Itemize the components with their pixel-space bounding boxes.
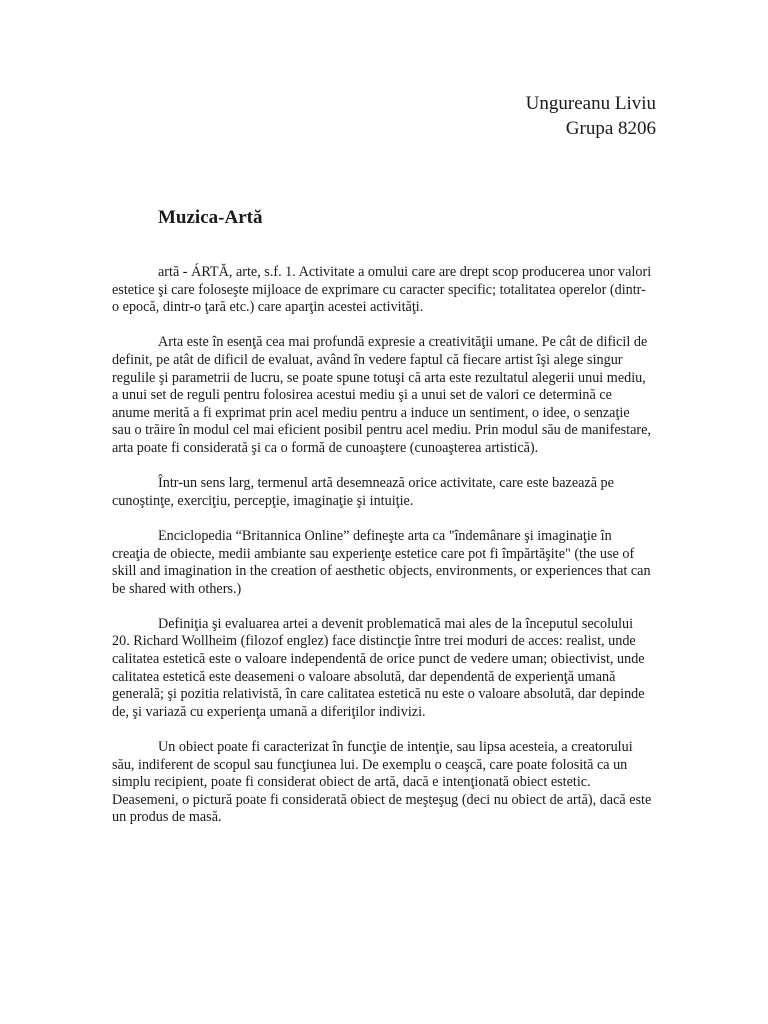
document-title: Muzica-Artă xyxy=(158,207,263,228)
paragraph-definition: artă - ÁRTĂ, arte, s.f. 1. Activitate a omului care are drept scop producerea unor valori estetice şi care foloseşte mijloace de exprimare cu caracter specific; totalitatea operelor (dintr-o epocă, dintr-o ţară etc.) care aparţin acestei activităţi. xyxy=(112,264,652,316)
paragraph-broad-sense: Într-un sens larg, termenul artă desemnează orice activitate, care este bazează pe cunoştinţe, exerciţiu, percepţie, imaginaţie şi intuiţie. xyxy=(112,475,614,509)
paragraph-britannica: Enciclopedia “Britannica Online” defineşte arta ca "îndemânare şi imaginaţie în creaţia de obiecte, medii ambiante sau experienţe estetice care pot fi împărtăşite" (the use of skill and imagination in the creation of aesthetic objects, environments, or experiences that can be shared with others.) xyxy=(112,527,651,597)
paragraph-object: Un obiect poate fi caracterizat în funcţie de intenţie, sau lipsa acesteia, a creatorului său, indiferent de scopul sau funcţiunea lui. De exemplu o ceaşcă, care poate folosită ca un simplu recipient, poate fi considerat obiect de artă, dacă e intenţionată obiect estetic. Deasemeni, o pictură poate fi considerată obiect de meşteşug (deci nu obiect de artă), dacă este un produs de masă. xyxy=(112,739,652,826)
paragraph-wollheim: Definiţia şi evaluarea artei a devenit problematică mai ales de la începutul secolului 20. Richard Wollheim (filozof englez) face distincţie între trei moduri de acces: realist, unde calitatea estetică este o valoare independentă de orice punct de vedere uman; obiectivist, unde calitatea estetică este deasemeni o valoare absolută, dar dependentă de experienţă umană generală; şi pozitia relativistă, în care calitatea estetică nu este o valoare absolută, dar depinde de, şi variază cu experienţa umană a diferiţilor indivizi. xyxy=(112,615,645,720)
author-group: Grupa 8206 xyxy=(565,118,656,139)
document-body xyxy=(112,264,652,845)
paragraph-essence: Arta este în esenţă cea mai profundă expresie a creativităţii umane. Pe cât de dificil de definit, pe atât de dificil de evaluat, având în vedere faptul că fiecare artist îşi alege singur regulile şi parametrii de lucru, se poate spune totuşi că arta este rezultatul alegerii unui mediu, a unui set de reguli pentru folosirea acestui mediu şi a unui set de valori ce determină ce anume merită a fi exprimat prin acel mediu pentru a induce un sentiment, o idee, o senzaţie sau o trăire în modul cel mai eficient posibil pentru acel mediu. Prin modul său de manifestare, arta poate fi considerată şi ca o formă de cunoaştere (cunoaşterea artistică). xyxy=(112,334,651,456)
author-block xyxy=(526,91,656,141)
author-name: Ungureanu Liviu xyxy=(525,93,656,114)
